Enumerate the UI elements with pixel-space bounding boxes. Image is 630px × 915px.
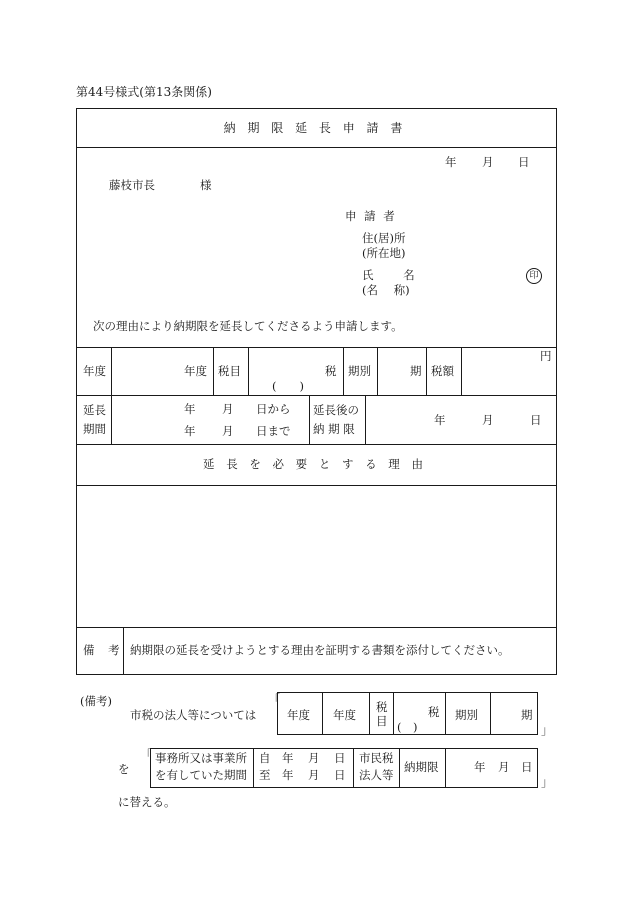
ext-after-month: 月 [482,413,494,427]
ext-row-col-2 [309,395,310,444]
box1-item-unit: 税 [428,705,440,719]
ext-to-year: 年 [184,424,196,438]
box2-col-4 [445,748,446,788]
box1-item-label-2: 目 [376,714,388,728]
reason-heading: 延 長 を 必 要 と す る 理 由 [203,457,427,471]
ext-from-day: 日から [256,402,291,416]
notes-box1-close-bracket: 」 [541,723,554,737]
remarks-label: 備 考 [83,643,120,657]
notes-box2-close-bracket: 」 [541,775,554,789]
box1-col-2 [369,692,370,735]
addressee-honorific: 様 [200,178,212,192]
box2-col-2 [353,748,354,788]
tax-row-col-4 [343,347,344,395]
divider-title [76,147,557,148]
box2-from: 自 [259,751,271,765]
box2-office-1: 事務所又は事業所 [155,751,247,765]
tax-row-col-7 [461,347,462,395]
tax-row-col-6 [426,347,427,395]
tax-amount-label: 税額 [431,364,454,378]
tax-period-label: 期別 [348,364,371,378]
tax-item-label: 税目 [218,364,241,378]
ext-after-day: 日 [530,413,542,427]
box1-period-unit: 期 [521,708,533,722]
box2-city-2: 法人等 [359,768,394,782]
ext-to-day: 日まで [256,424,291,438]
notes-line2-lead: を [118,762,130,776]
box2-to-year: 年 [282,768,294,782]
applicant-name-sub: (名 称) [362,283,410,297]
box1-col-3 [393,692,394,735]
notes-box2-open-bracket: 「 [140,748,153,762]
box2-col-1 [253,748,254,788]
box2-from-month: 月 [308,751,320,765]
notes-label: (備考) [80,694,112,708]
form-title: 納 期 限 延 長 申 請 書 [223,121,407,135]
remarks-col [123,627,124,675]
box1-col-5 [490,692,491,735]
box2-office-2: を有していた期間 [155,768,247,782]
tax-row-col-1 [111,347,112,395]
applicant-address-sub: (所在地) [362,246,406,260]
box1-item-paren: ( ) [397,720,418,734]
box2-to-month: 月 [308,768,320,782]
tax-row-col-2 [213,347,214,395]
divider-reason-body [76,627,557,628]
notes-box1-open-bracket: 「 [268,693,281,707]
date-day: 日 [518,155,530,169]
tax-year-unit: 年度 [184,364,207,378]
ext-after-year: 年 [434,413,446,427]
ext-to-month: 月 [222,424,234,438]
ext-row-col-3 [365,395,366,444]
seal-mark: 印 [526,268,542,284]
box1-col-1 [322,692,323,735]
tax-row-col-5 [377,347,378,395]
box1-year-unit: 年度 [333,708,356,722]
box2-deadline-day: 日 [521,760,533,774]
date-month: 月 [482,155,494,169]
applicant-name-label: 氏 名 [362,268,415,282]
tax-item-paren: ( ) [272,379,304,393]
box2-deadline-month: 月 [498,760,510,774]
divider-extension-row [76,444,557,445]
addressee-name: 藤枝市長 [109,178,155,192]
date-year: 年 [445,155,457,169]
box1-item-label-1: 税 [376,700,388,714]
reason-body [77,486,556,626]
ext-label-2: 期間 [83,422,106,436]
box2-city-1: 市民税 [359,751,394,765]
ext-label-1: 延長 [83,403,106,417]
divider-tax-row [76,395,557,396]
tax-row-col-3 [248,347,249,395]
ext-from-month: 月 [222,402,234,416]
tax-amount-unit: 円 [540,349,552,363]
box2-to: 至 [259,768,271,782]
form-number: 第44号様式(第13条関係) [76,85,212,99]
ext-after-label-1: 延長後の [313,403,359,417]
ext-after-label-2: 納 期 限 [313,422,355,436]
divider-applicant [76,347,557,348]
tax-item-unit: 税 [325,364,337,378]
box1-year-label: 年度 [287,708,310,722]
ext-from-year: 年 [184,402,196,416]
box2-deadline-year: 年 [474,760,486,774]
box2-col-3 [399,748,400,788]
box2-from-day: 日 [334,751,346,765]
box2-deadline-label: 納期限 [404,760,439,774]
ext-row-col-1 [111,395,112,444]
request-text: 次の理由により納期限を延長してくださるよう申請します。 [93,319,403,333]
tax-year-label: 年度 [83,364,106,378]
notes-line3: に替える。 [118,795,176,809]
box2-from-year: 年 [282,751,294,765]
tax-period-unit: 期 [410,364,422,378]
applicant-heading: 申 請 者 [345,209,397,223]
remarks-text: 納期限の延長を受けようとする理由を証明する書類を添付してください。 [130,643,510,657]
box1-col-4 [445,692,446,735]
notes-line1-lead: 市税の法人等については [130,708,257,722]
box1-period-label: 期別 [455,708,478,722]
box2-to-day: 日 [334,768,346,782]
applicant-address-label: 住(居)所 [362,231,406,245]
